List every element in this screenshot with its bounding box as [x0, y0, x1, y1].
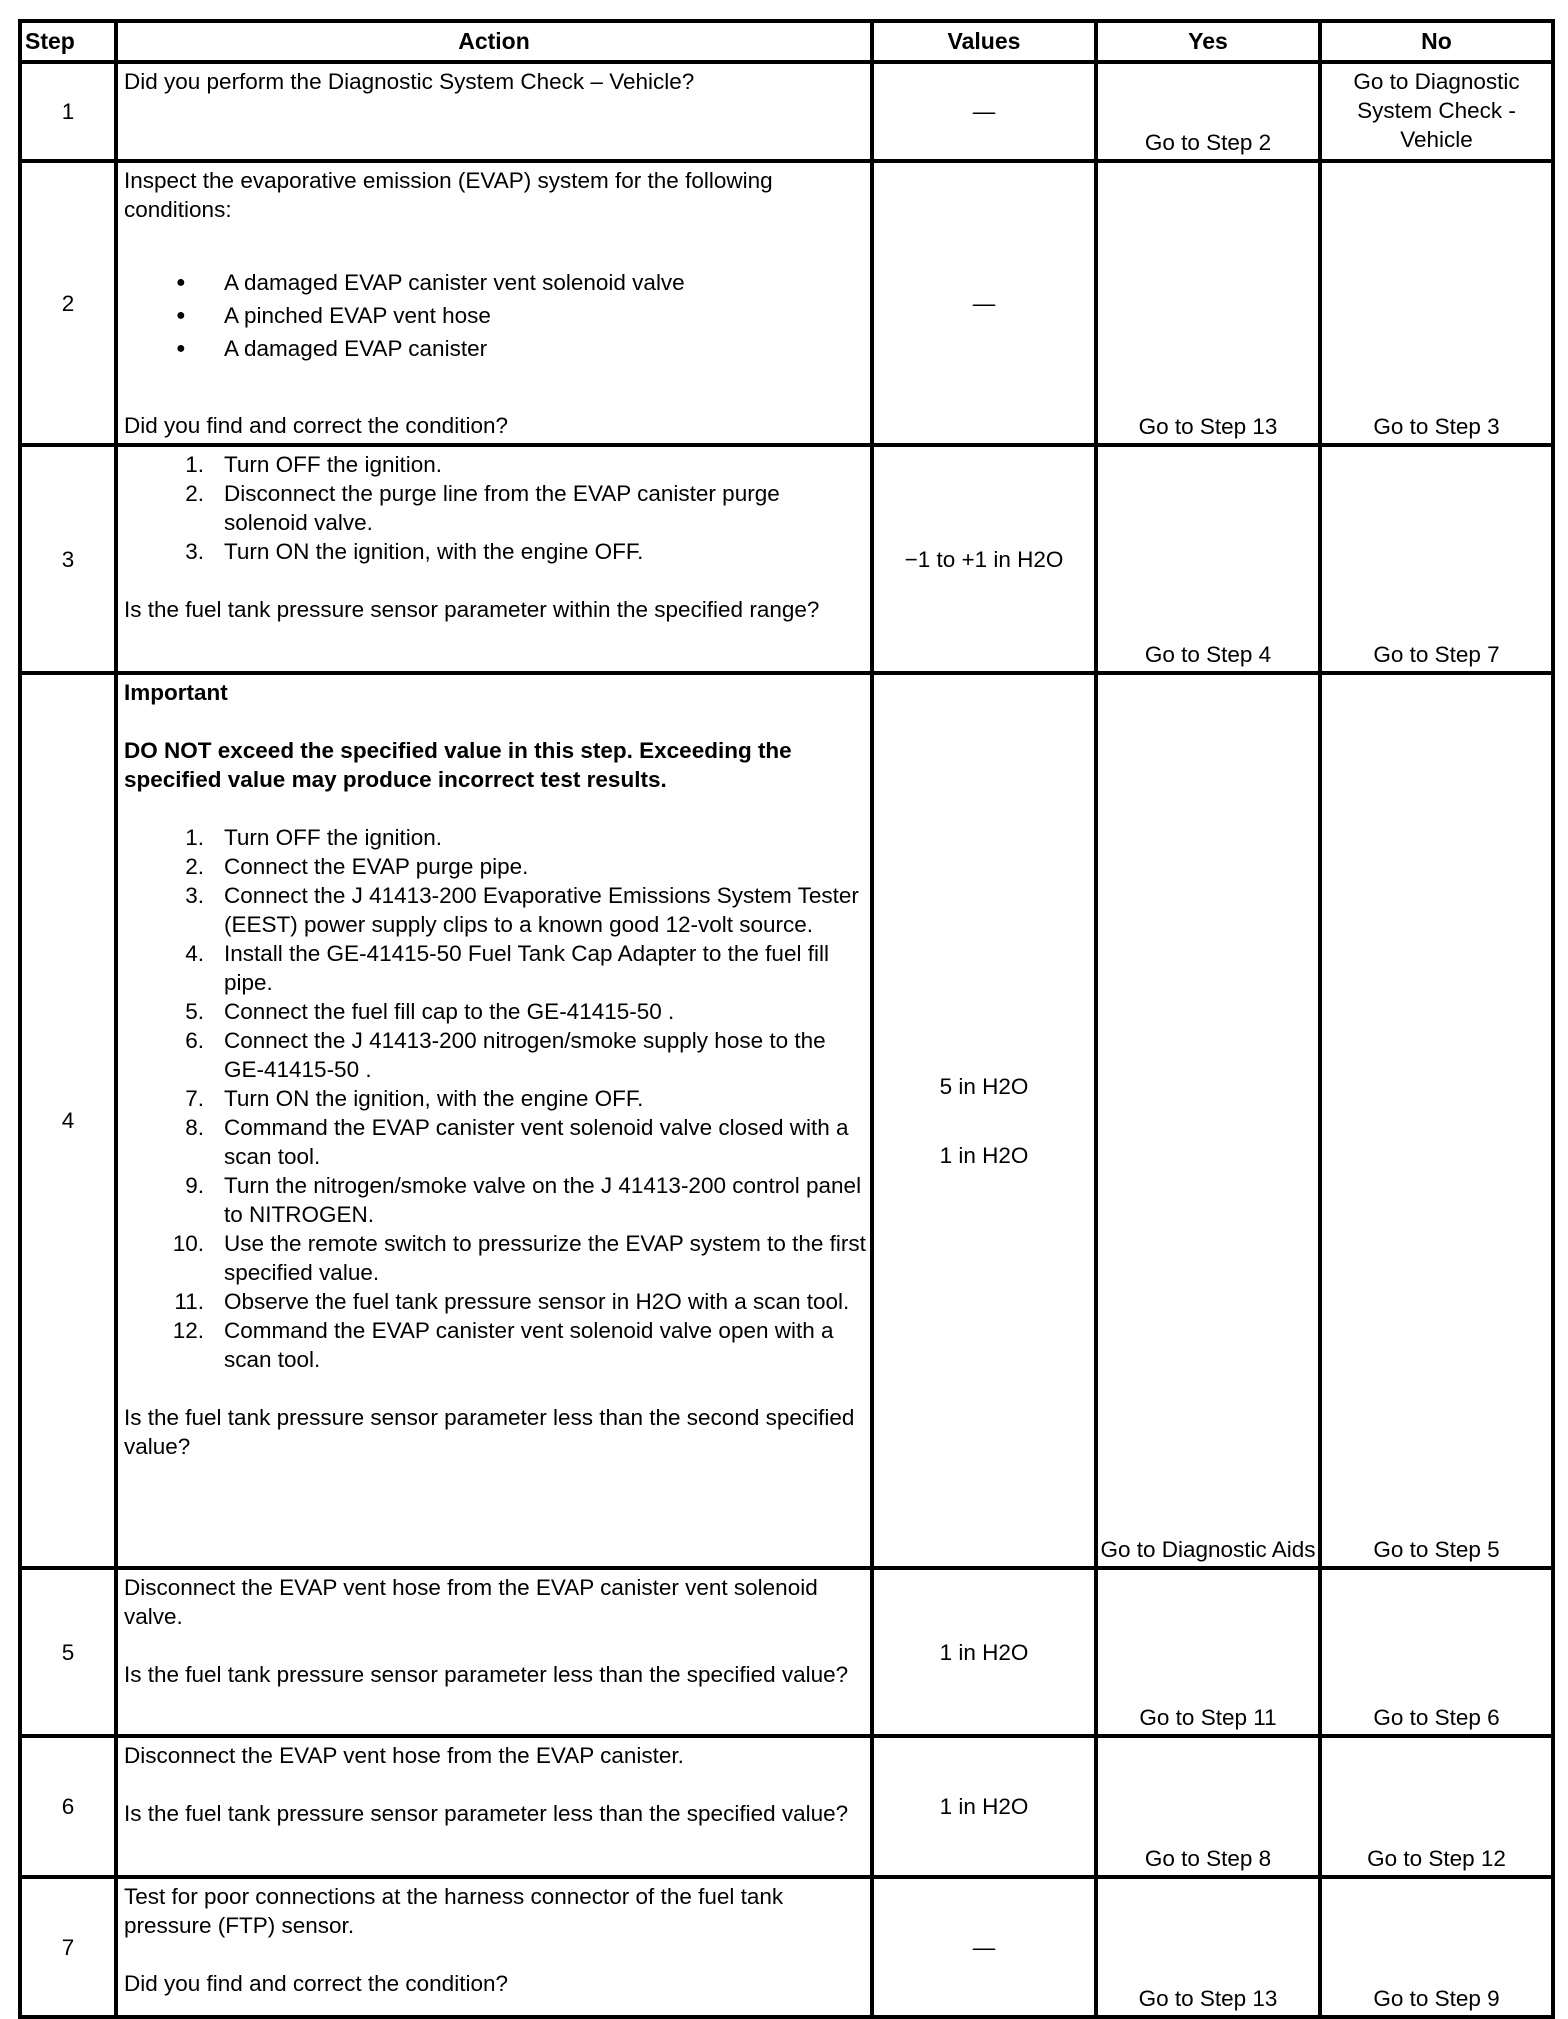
header-no: No	[1320, 21, 1553, 62]
list-item: 2. Connect the EVAP purge pipe.	[185, 854, 529, 879]
procedure-list	[124, 823, 866, 1374]
action-text: Inspect the evaporative emission (EVAP) system for the following conditions:	[124, 168, 773, 222]
value-cell: —	[872, 1877, 1096, 2017]
action-cell	[116, 1568, 872, 1736]
action-cell	[116, 1877, 872, 2017]
no-cell: Go to Step 6	[1320, 1568, 1553, 1736]
table-row	[20, 161, 1553, 445]
question-text: Is the fuel tank pressure sensor parameter less than the specified value?	[124, 1662, 849, 1687]
list-item: 9. Turn the nitrogen/smoke valve on the J 41413-200 control panel to NITROGEN.	[185, 1173, 862, 1227]
yes-cell: Go to Step 2	[1096, 62, 1320, 161]
yes-cell: Go to Step 8	[1096, 1736, 1320, 1877]
no-cell: Go to Step 9	[1320, 1877, 1553, 2017]
list-item: 10. Use the remote switch to pressurize the EVAP system to the first specified value.	[172, 1231, 866, 1285]
step-number: 4	[20, 673, 116, 1568]
question-text: Did you find and correct the condition?	[124, 1971, 508, 1996]
list-item: 2. Disconnect the purge line from the EVAP canister purge solenoid valve.	[185, 481, 780, 535]
header-yes: Yes	[1096, 21, 1320, 62]
question-text: Is the fuel tank pressure sensor parameter less than the second specified value?	[124, 1405, 855, 1459]
step-number: 7	[20, 1877, 116, 2017]
action-text: Disconnect the EVAP vent hose from the EVAP canister.	[124, 1743, 684, 1768]
value-cell: 1 in H2O	[872, 1568, 1096, 1736]
table-row	[20, 62, 1553, 161]
list-item: 7. Turn ON the ignition, with the engine OFF.	[185, 1086, 644, 1111]
value-cell: —	[872, 62, 1096, 161]
action-text: Did you perform the Diagnostic System Check – Vehicle?	[124, 69, 695, 94]
no-cell: Go to Step 3	[1320, 161, 1553, 445]
value-cell: —	[872, 161, 1096, 445]
list-item: 3. Connect the J 41413-200 Evaporative Emissions System Tester (EEST) power supply clips to a known good 12-volt source.	[185, 883, 859, 937]
step-number: 6	[20, 1736, 116, 1877]
list-item: 3. Turn ON the ignition, with the engine OFF.	[185, 539, 644, 564]
step-number: 1	[20, 62, 116, 161]
list-item: 6. Connect the J 41413-200 nitrogen/smoke supply hose to the GE-41415-50 .	[185, 1028, 826, 1082]
diagnostic-table	[18, 19, 1555, 2019]
list-item: 1. Turn OFF the ignition.	[185, 825, 443, 850]
value-cell	[872, 673, 1096, 1568]
header-action: Action	[116, 21, 872, 62]
table-row	[20, 1736, 1553, 1877]
step-number: 5	[20, 1568, 116, 1736]
yes-cell: Go to Step 13	[1096, 1877, 1320, 2017]
list-item: ● A damaged EVAP canister	[124, 334, 866, 363]
second-value: 1 in H2O	[939, 1142, 1029, 1168]
table-row	[20, 445, 1553, 673]
condition-list	[124, 268, 866, 363]
list-item: 5. Connect the fuel fill cap to the GE-41415-50 .	[185, 999, 675, 1024]
table-row	[20, 673, 1553, 1568]
value-cell: −1 to +1 in H2O	[872, 445, 1096, 673]
action-text: Test for poor connections at the harness connector of the fuel tank pressure (FTP) sensor.	[124, 1884, 784, 1938]
action-cell	[116, 673, 872, 1568]
question-text: Is the fuel tank pressure sensor parameter less than the specified value?	[124, 1801, 849, 1826]
table-row	[20, 1568, 1553, 1736]
list-item: 12. Command the EVAP canister vent solenoid valve open with a scan tool.	[172, 1318, 834, 1372]
action-cell	[116, 445, 872, 673]
yes-cell: Go to Step 11	[1096, 1568, 1320, 1736]
no-cell: Go to Step 5	[1320, 673, 1553, 1568]
value-cell: 1 in H2O	[872, 1736, 1096, 1877]
question-text: Is the fuel tank pressure sensor parameter within the specified range?	[124, 597, 820, 622]
question-text: Did you find and correct the condition?	[124, 413, 508, 438]
action-text: Disconnect the EVAP vent hose from the EVAP canister vent solenoid valve.	[124, 1575, 818, 1629]
header-values: Values	[872, 21, 1096, 62]
first-value: 5 in H2O	[939, 1073, 1029, 1099]
step-number: 2	[20, 161, 116, 445]
action-cell	[116, 62, 872, 161]
action-cell	[116, 161, 872, 445]
procedure-list	[124, 450, 866, 566]
important-note: DO NOT exceed the specified value in this step. Exceeding the specified value may produce incorrect test results.	[124, 738, 792, 792]
list-item: 4. Install the GE-41415-50 Fuel Tank Cap Adapter to the fuel fill pipe.	[185, 941, 829, 995]
list-item: 1. Turn OFF the ignition.	[185, 452, 443, 477]
important-label: Important	[124, 680, 228, 705]
yes-cell: Go to Step 13	[1096, 161, 1320, 445]
no-cell: Go to Diagnostic System Check - Vehicle	[1320, 62, 1553, 161]
yes-cell: Go to Step 4	[1096, 445, 1320, 673]
no-cell: Go to Step 7	[1320, 445, 1553, 673]
table-row	[20, 1877, 1553, 2017]
list-item: 8. Command the EVAP canister vent solenoid valve closed with a scan tool.	[185, 1115, 849, 1169]
list-item: 11. Observe the fuel tank pressure sensor in H2O with a scan tool.	[174, 1289, 850, 1314]
yes-cell: Go to Diagnostic Aids	[1096, 673, 1320, 1568]
step-number: 3	[20, 445, 116, 673]
no-cell: Go to Step 12	[1320, 1736, 1553, 1877]
list-item: ● A pinched EVAP vent hose	[124, 301, 866, 330]
header-step: Step	[20, 21, 116, 62]
action-cell	[116, 1736, 872, 1877]
list-item: ● A damaged EVAP canister vent solenoid valve	[124, 268, 866, 297]
header-row	[20, 21, 1553, 62]
